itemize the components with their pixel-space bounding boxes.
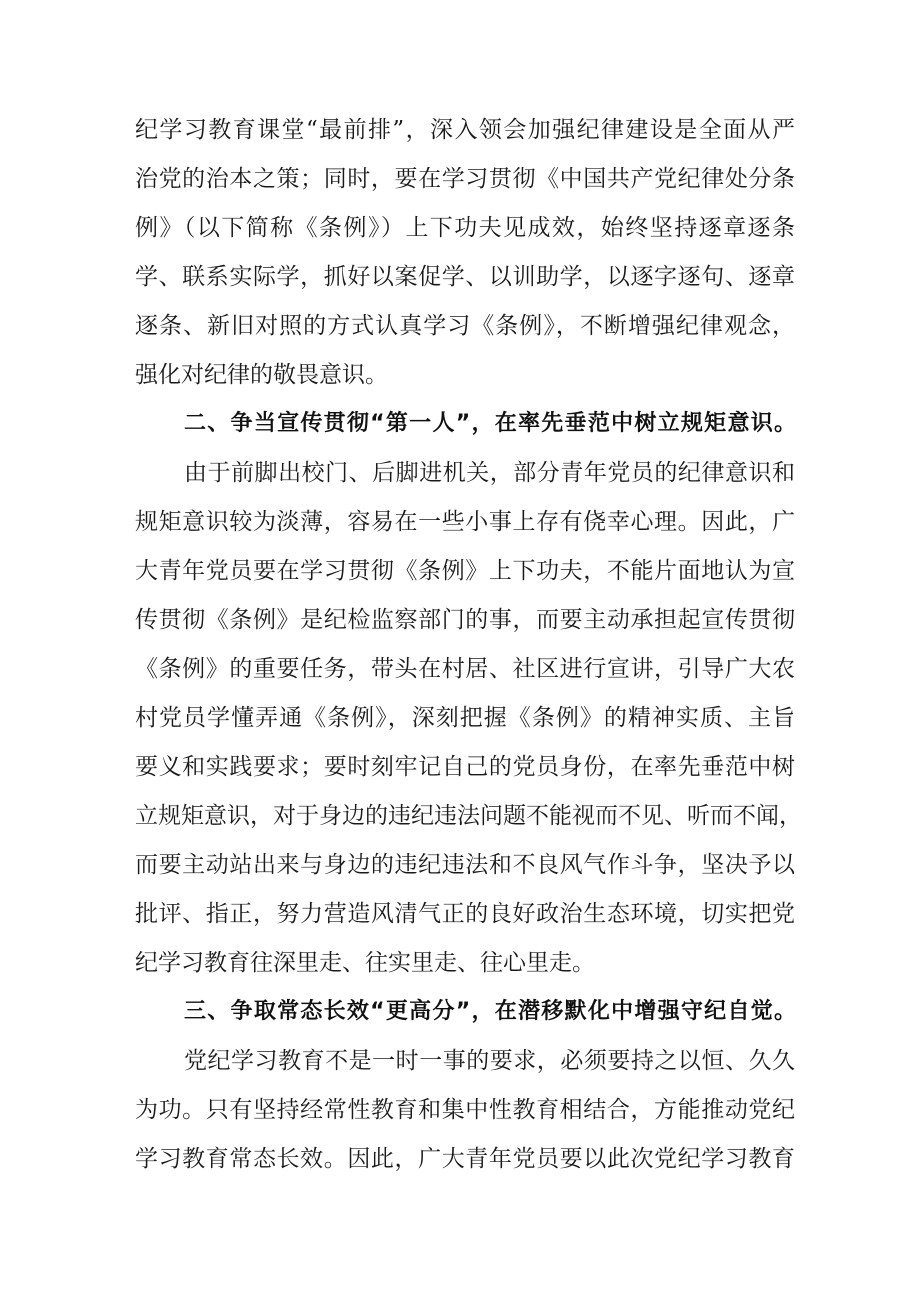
paragraph-1-line-5: 逐条、新旧对照的方式认真学习《条例》，不断增强纪律观念，	[135, 313, 795, 339]
paragraph-2-line-1: 由于前脚出校门、后脚进机关，部分青年党员的纪律意识和	[184, 460, 795, 486]
paragraph-2-line-2: 规矩意识较为淡薄，容易在一些小事上存有侥幸心理。因此，广	[135, 509, 795, 535]
paragraph-1-line-2: 治党的治本之策；同时，要在学习贯彻《中国共产党纪律处分条	[135, 166, 795, 192]
paragraph-2-line-11: 纪学习教育往深里走、往实里走、往心里走。	[135, 950, 595, 976]
paragraph-2-line-4: 传贯彻《条例》是纪检监察部门的事，而要主动承担起宣传贯彻	[135, 607, 795, 633]
paragraph-3-line-1: 党纪学习教育不是一时一事的要求，必须要持之以恒、久久	[184, 1048, 795, 1074]
paragraph-3-line-3: 学习教育常态长效。因此，广大青年党员要以此次党纪学习教育	[135, 1146, 795, 1172]
paragraph-2-line-6: 村党员学懂弄通《条例》，深刻把握《条例》的精神实质、主旨	[135, 705, 795, 731]
paragraph-1-line-1: 纪学习教育课堂“最前排”，深入领会加强纪律建设是全面从严	[135, 117, 795, 143]
paragraph-2-line-5: 《条例》的重要任务，带头在村居、社区进行宣讲，引导广大农	[135, 656, 795, 682]
paragraph-1-line-6: 强化对纪律的敬畏意识。	[135, 362, 388, 388]
paragraph-3-line-2: 为功。只有坚持经常性教育和集中性教育相结合，方能推动党纪	[135, 1097, 795, 1123]
paragraph-2-line-3: 大青年党员要在学习贯彻《条例》上下功夫，不能片面地认为宣	[135, 558, 795, 584]
section-heading-3: 三、争取常态长效“更高分”，在潜移默化中增强守纪自觉。	[184, 999, 796, 1024]
paragraph-2-line-9: 而要主动站出来与身边的违纪违法和不良风气作斗争，坚决予以	[135, 852, 795, 878]
paragraph-2-line-8: 立规矩意识，对于身边的违纪违法问题不能视而不见、听而不闻，	[135, 803, 802, 829]
paragraph-1-line-4: 学、联系实际学，抓好以案促学、以训助学，以逐字逐句、逐章	[135, 264, 795, 290]
paragraph-2-line-7: 要义和实践要求；要时刻牢记自己的党员身份，在率先垂范中树	[135, 754, 795, 780]
paragraph-2-line-10: 批评、指正，努力营造风清气正的良好政治生态环境，切实把党	[135, 901, 795, 927]
paragraph-1-line-3: 例》（以下简称《条例》）上下功夫见成效，始终坚持逐章逐条	[135, 215, 795, 241]
section-heading-2: 二、争当宣传贯彻“第一人”，在率先垂范中树立规矩意识。	[184, 411, 796, 436]
